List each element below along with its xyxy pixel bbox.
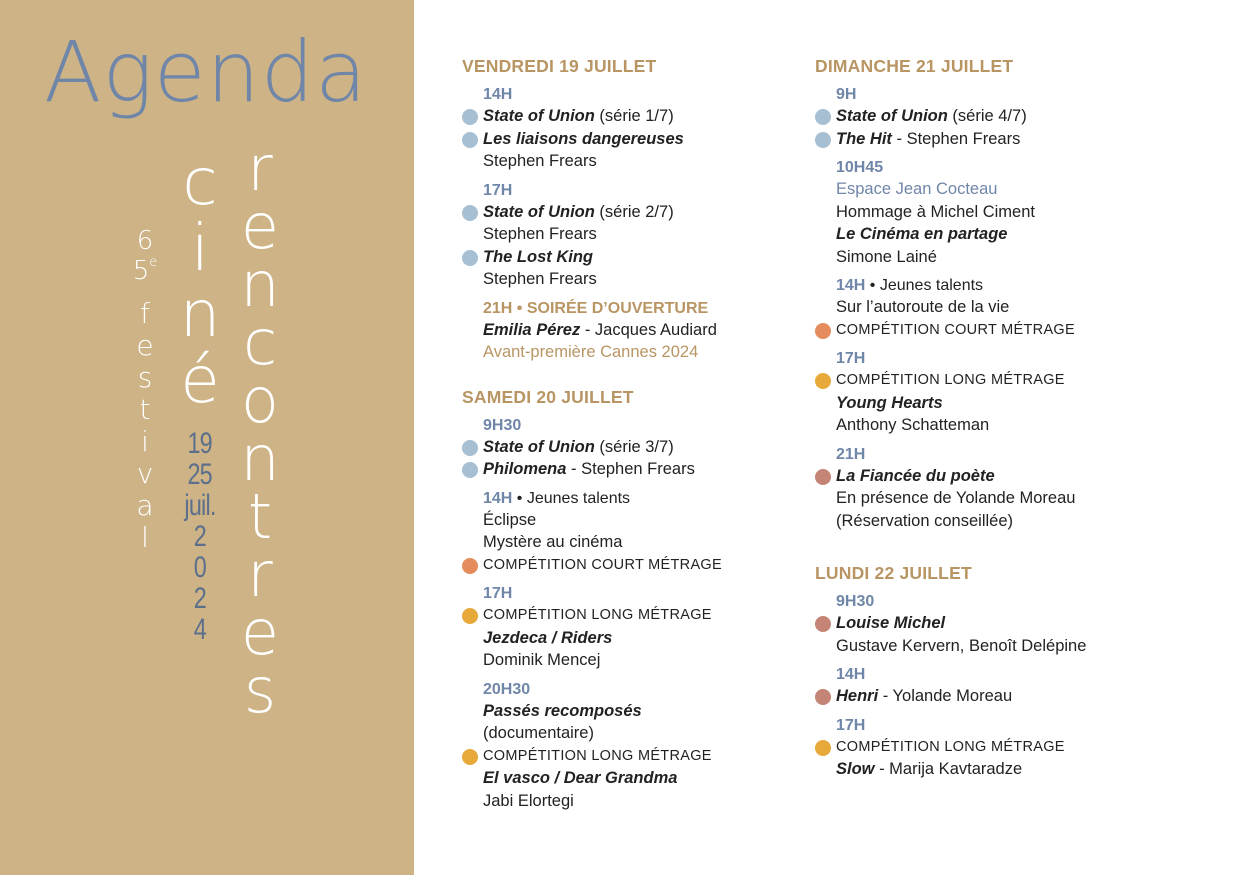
slot-time bbox=[836, 276, 1145, 296]
cine-letter: c bbox=[182, 146, 218, 220]
screening-line bbox=[483, 627, 792, 650]
film-note: - Stephen Frears bbox=[566, 460, 695, 478]
rencontres-letter: e bbox=[240, 596, 280, 669]
director: Stephen Frears bbox=[483, 225, 597, 243]
film-note: (documentaire) bbox=[483, 724, 594, 742]
edition-digit-2: 5e bbox=[132, 255, 158, 286]
short-film-dot-icon bbox=[815, 323, 831, 339]
competition-label: COMPÉTITION LONG MÉTRAGE bbox=[836, 738, 1065, 755]
slot-time: 9H30 bbox=[836, 593, 875, 610]
screening-slot bbox=[815, 665, 1145, 708]
date-line: juil. bbox=[184, 489, 216, 522]
festival-letter: s bbox=[137, 361, 153, 394]
slot-time: 14H bbox=[483, 86, 513, 103]
rencontres-vertical-text bbox=[232, 132, 288, 727]
festival-letter: e bbox=[136, 329, 154, 362]
slot-time: 17H bbox=[483, 585, 513, 602]
date-line: 0 bbox=[193, 551, 207, 584]
edition-digit-1: 6 bbox=[136, 226, 154, 256]
slot-time bbox=[483, 489, 792, 509]
slot-time: 9H bbox=[836, 86, 857, 103]
competition-line bbox=[836, 319, 1145, 342]
film-note: - Jacques Audiard bbox=[580, 320, 717, 339]
slot-time: 21H • SOIRÉE D’OUVERTURE bbox=[483, 299, 709, 317]
screening-slot bbox=[815, 276, 1145, 341]
screening-line bbox=[483, 319, 792, 342]
series-dot-icon bbox=[462, 109, 478, 125]
feature-film-dot-icon bbox=[462, 608, 478, 624]
film-note: - Stephen Frears bbox=[891, 129, 1021, 148]
slot-time: 14H bbox=[836, 666, 866, 683]
competition-label: COMPÉTITION LONG MÉTRAGE bbox=[483, 747, 712, 764]
day-monday bbox=[815, 562, 1145, 781]
slot-time: 10H45 bbox=[836, 159, 884, 176]
tribute-dot-icon bbox=[815, 469, 831, 485]
series-dot-icon bbox=[462, 205, 478, 221]
film-title: Jezdeca / Riders bbox=[483, 628, 613, 647]
screening-line bbox=[483, 700, 792, 723]
film-title: Emilia Pérez bbox=[483, 320, 581, 339]
series-dot-icon bbox=[462, 132, 478, 148]
edition-suffix: e bbox=[149, 255, 158, 270]
competition-label: COMPÉTITION LONG MÉTRAGE bbox=[836, 372, 1065, 388]
film-title: Young Hearts bbox=[836, 393, 943, 412]
series-dot-icon bbox=[462, 440, 478, 456]
director: Gustave Kervern, Benoît Delépine bbox=[836, 636, 1087, 655]
film-title: State of Union bbox=[836, 107, 948, 125]
screening-line bbox=[483, 105, 792, 128]
rencontres-letter: n bbox=[240, 422, 280, 495]
film-title: The Lost King bbox=[483, 247, 593, 266]
schedule-column-2 bbox=[815, 55, 1145, 789]
film-note: (série 2/7) bbox=[594, 202, 674, 221]
slot-time: 17H bbox=[483, 181, 513, 199]
director: Stephen Frears bbox=[483, 270, 597, 288]
screening-line bbox=[483, 767, 792, 790]
competition-label: COMPÉTITION COURT MÉTRAGE bbox=[836, 321, 1075, 338]
date-line: 2 bbox=[193, 520, 207, 553]
competition-line bbox=[483, 554, 792, 577]
festival-dates bbox=[172, 428, 228, 645]
screening-slot bbox=[815, 349, 1145, 437]
screening-line bbox=[483, 201, 792, 224]
feature-film-dot-icon bbox=[815, 373, 831, 389]
festival-letter: i bbox=[141, 425, 149, 458]
screening-line bbox=[483, 246, 792, 269]
day-heading: SAMEDI 20 JUILLET bbox=[462, 386, 634, 407]
screening-slot bbox=[462, 85, 792, 173]
director: Anthony Schatteman bbox=[836, 416, 990, 434]
cine-vertical-text bbox=[172, 146, 228, 418]
event-note: Hommage à Michel Ciment bbox=[836, 202, 1035, 221]
cine-letter: i bbox=[191, 212, 209, 286]
date-line: 19 bbox=[187, 427, 213, 460]
agenda-title: Agenda bbox=[44, 23, 368, 121]
screening-slot bbox=[462, 489, 792, 577]
short-film-dot-icon bbox=[462, 558, 478, 574]
competition-label: COMPÉTITION LONG MÉTRAGE bbox=[483, 607, 712, 623]
slot-time: 20H30 bbox=[483, 680, 531, 698]
film-title: State of Union bbox=[483, 107, 595, 125]
film-title: Philomena bbox=[483, 460, 567, 478]
date-line: 4 bbox=[193, 613, 207, 646]
festival-vertical-text bbox=[128, 226, 162, 554]
screening-slot bbox=[815, 85, 1145, 150]
screening-line bbox=[836, 685, 1145, 708]
film-title: State of Union bbox=[483, 437, 595, 456]
day-heading: DIMANCHE 21 JUILLET bbox=[815, 56, 1014, 76]
director: Dominik Mencej bbox=[483, 651, 601, 669]
film-note: - Marija Kavtaradze bbox=[874, 760, 1023, 778]
screening-line bbox=[836, 612, 1145, 635]
slot-time: 17H bbox=[836, 716, 866, 734]
film-note: (série 3/7) bbox=[594, 437, 674, 456]
screening-line bbox=[836, 128, 1145, 151]
competition-line bbox=[836, 736, 1145, 759]
film-title: El vasco / Dear Grandma bbox=[483, 769, 678, 787]
screening-slot bbox=[462, 181, 792, 291]
series-dot-icon bbox=[462, 462, 478, 478]
screening-slot bbox=[815, 158, 1145, 268]
premiere-note: Avant-première Cannes 2024 bbox=[483, 343, 699, 361]
screening-line bbox=[836, 392, 1145, 415]
competition-line bbox=[483, 745, 792, 768]
screening-line bbox=[483, 128, 792, 151]
festival-letter: v bbox=[136, 457, 154, 490]
tribute-dot-icon bbox=[815, 616, 831, 632]
film-note: (série 4/7) bbox=[947, 107, 1027, 125]
slot-time-value: 14H bbox=[836, 277, 866, 294]
rencontres-letter: s bbox=[243, 654, 277, 727]
film-title: Louise Michel bbox=[836, 614, 946, 632]
screening-slot bbox=[462, 416, 792, 481]
date-line: 2 bbox=[193, 582, 207, 615]
series-dot-icon bbox=[462, 250, 478, 266]
competition-line bbox=[836, 369, 1145, 392]
film-title: Le Cinéma en partage bbox=[836, 225, 1008, 243]
screening-line bbox=[483, 458, 792, 481]
cine-letter: n bbox=[179, 278, 221, 352]
date-line: 25 bbox=[187, 458, 213, 491]
competition-line bbox=[483, 604, 792, 627]
festival-letter: f bbox=[140, 297, 150, 330]
screening-line bbox=[836, 465, 1145, 488]
festival-letter: t bbox=[139, 393, 151, 426]
slot-time: 17H bbox=[836, 350, 866, 367]
rencontres-letter: r bbox=[247, 132, 273, 205]
day-friday bbox=[462, 55, 792, 364]
slot-time-extra: • Jeunes talents bbox=[865, 277, 984, 294]
slot-time: 9H30 bbox=[483, 416, 522, 434]
rencontres-letter: e bbox=[240, 190, 280, 263]
screening-slot bbox=[815, 592, 1145, 657]
film-title-plain: Éclipse bbox=[483, 510, 537, 529]
festival-letter: l bbox=[141, 521, 149, 554]
director: Simone Lainé bbox=[836, 247, 937, 266]
film-note: (série 1/7) bbox=[594, 107, 674, 125]
event-note: En présence de Yolande Moreau bbox=[836, 489, 1076, 507]
schedule-column-1 bbox=[462, 55, 792, 820]
series-dot-icon bbox=[815, 109, 831, 125]
day-heading: LUNDI 22 JUILLET bbox=[815, 563, 972, 583]
feature-film-dot-icon bbox=[815, 740, 831, 756]
slot-time-value: 14H bbox=[483, 489, 513, 507]
screening-slot bbox=[462, 584, 792, 672]
film-title: Henri bbox=[836, 687, 879, 705]
film-title-plain: Sur l’autoroute de la vie bbox=[836, 298, 1010, 316]
film-title: Slow bbox=[836, 760, 875, 778]
screening-line bbox=[483, 436, 792, 459]
day-saturday bbox=[462, 386, 792, 813]
screening-line bbox=[836, 105, 1145, 128]
series-dot-icon bbox=[815, 132, 831, 148]
director: Jabi Elortegi bbox=[483, 791, 574, 810]
screening-slot bbox=[462, 299, 792, 364]
rencontres-letter: o bbox=[241, 364, 279, 437]
feature-film-dot-icon bbox=[462, 749, 478, 765]
film-title: The Hit bbox=[836, 129, 892, 148]
rencontres-letter: c bbox=[242, 306, 278, 379]
film-title: State of Union bbox=[483, 202, 595, 221]
film-title: Passés recomposés bbox=[483, 701, 642, 720]
screening-line bbox=[836, 223, 1145, 246]
venue: Espace Jean Cocteau bbox=[836, 180, 998, 198]
film-title: La Fiancée du poète bbox=[836, 466, 995, 485]
rencontres-letter: r bbox=[247, 538, 273, 611]
festival-letter: a bbox=[136, 489, 154, 522]
slot-time-extra: • Jeunes talents bbox=[512, 489, 631, 507]
rencontres-letter: t bbox=[247, 480, 273, 553]
film-title: Les liaisons dangereuses bbox=[483, 129, 684, 148]
title-panel bbox=[0, 0, 414, 875]
film-title-plain: Mystère au cinéma bbox=[483, 533, 623, 551]
slot-time: 21H bbox=[836, 445, 866, 463]
cine-letter: é bbox=[180, 344, 220, 418]
director: Stephen Frears bbox=[483, 152, 597, 170]
tribute-dot-icon bbox=[815, 689, 831, 705]
day-sunday bbox=[815, 55, 1145, 532]
edition-number bbox=[133, 226, 158, 286]
event-note: (Réservation conseillée) bbox=[836, 511, 1013, 530]
day-heading: VENDREDI 19 JUILLET bbox=[462, 56, 657, 76]
screening-slot bbox=[815, 445, 1145, 533]
screening-line bbox=[836, 758, 1145, 781]
screening-slot bbox=[815, 716, 1145, 781]
rencontres-letter: n bbox=[240, 248, 280, 321]
competition-label: COMPÉTITION COURT MÉTRAGE bbox=[483, 556, 722, 573]
film-note: - Yolande Moreau bbox=[878, 687, 1013, 705]
screening-slot bbox=[462, 680, 792, 813]
